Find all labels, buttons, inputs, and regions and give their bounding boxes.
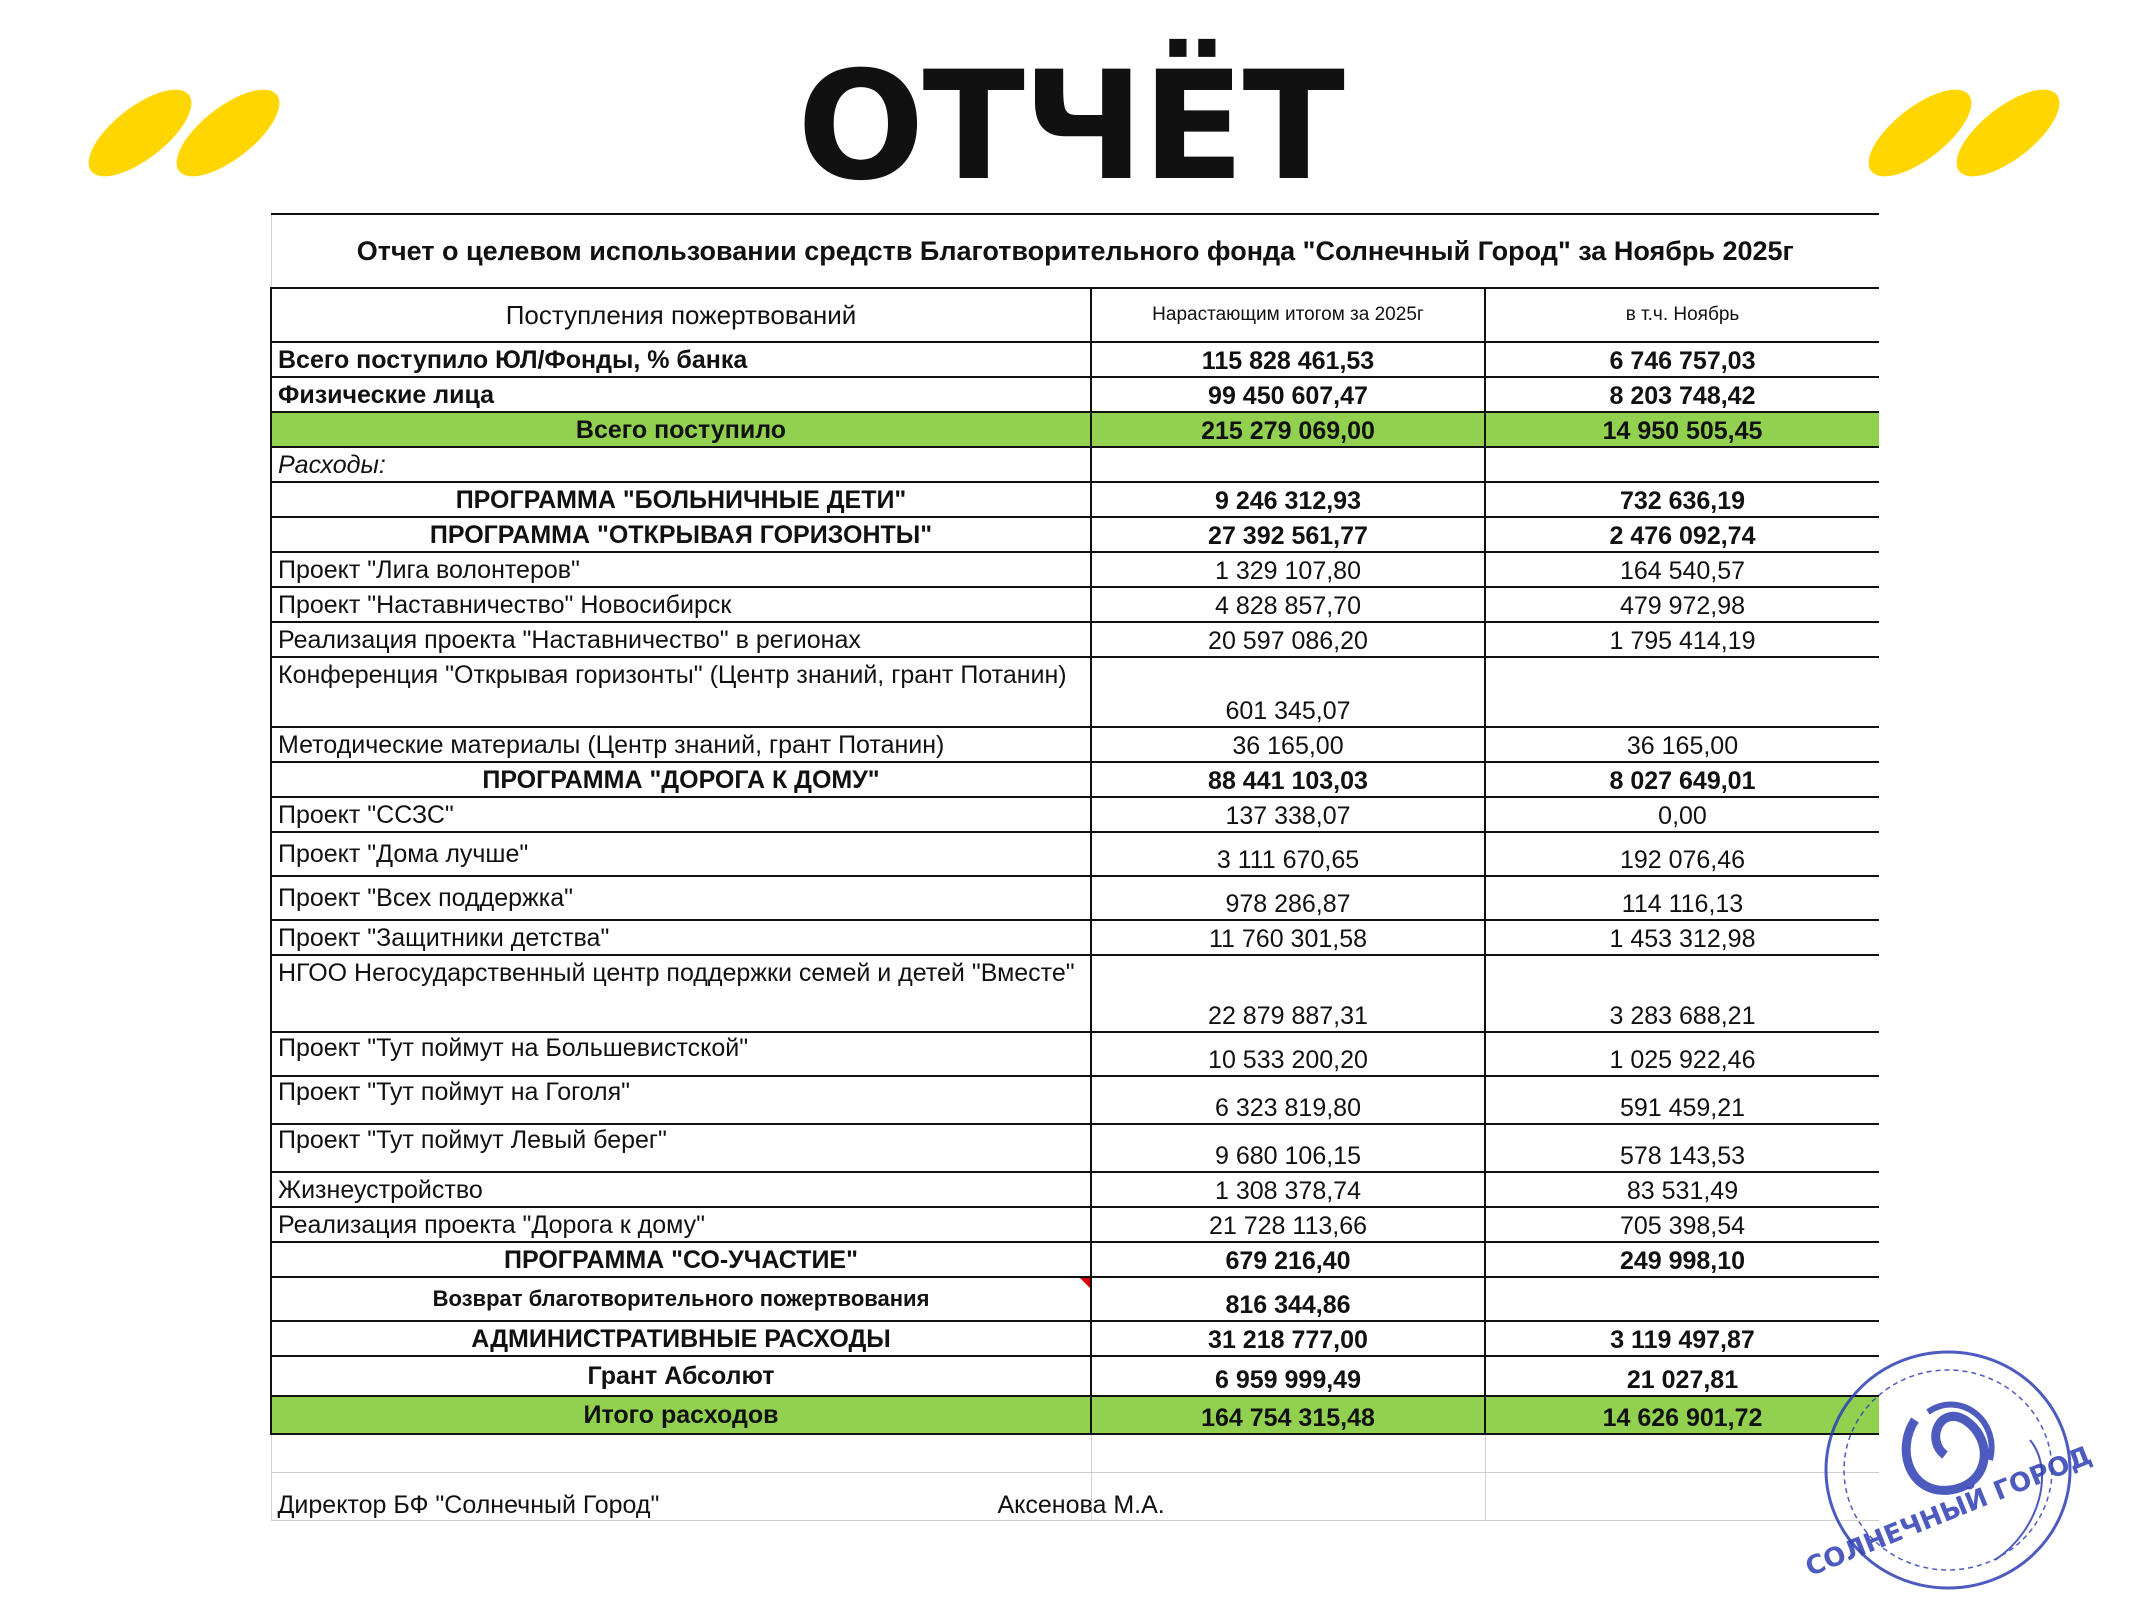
row-month: 8 027 649,01 — [1485, 762, 1879, 797]
report-table — [270, 213, 1879, 1521]
row-month: 36 165,00 — [1485, 727, 1879, 762]
donation-return-text: Возврат благотворительного пожертвования — [432, 1286, 930, 1311]
empty-cell — [271, 1434, 1091, 1472]
row-month: 8 203 748,42 — [1485, 377, 1879, 412]
row-total: 99 450 607,47 — [1091, 377, 1485, 412]
row-month: 3 283 688,21 — [1485, 955, 1879, 1032]
row-month: 2 476 092,74 — [1485, 517, 1879, 552]
row-total: 88 441 103,03 — [1091, 762, 1485, 797]
row-month — [1485, 447, 1879, 482]
row-total: 6 323 819,80 — [1091, 1076, 1485, 1124]
project-label: Жизнеустройство — [271, 1172, 1091, 1207]
project-label: Проект "Тут поймут на Гоголя" — [271, 1076, 1091, 1124]
row-label: Физические лица — [271, 377, 1091, 412]
row-total: 137 338,07 — [1091, 797, 1485, 832]
row-month: 192 076,46 — [1485, 832, 1879, 876]
row-month: 6 746 757,03 — [1485, 342, 1879, 377]
row-month: 479 972,98 — [1485, 587, 1879, 622]
row-total: 1 329 107,80 — [1091, 552, 1485, 587]
row-total: 3 111 670,65 — [1091, 832, 1485, 876]
report-sheet — [270, 213, 1878, 1521]
total-income-ytd: 215 279 069,00 — [1091, 412, 1485, 447]
program-label: ПРОГРАММА "БОЛЬНИЧНЫЕ ДЕТИ" — [271, 482, 1091, 517]
program-label: ПРОГРАММА "СО-УЧАСТИЕ" — [271, 1242, 1091, 1277]
row-month — [1485, 657, 1879, 727]
row-month: 578 143,53 — [1485, 1124, 1879, 1172]
total-income-month: 14 950 505,45 — [1485, 412, 1879, 447]
project-label: Проект "Лига волонтеров" — [271, 552, 1091, 587]
row-label: Всего поступило ЮЛ/Фонды, % банка — [271, 342, 1091, 377]
signature-line — [277, 1490, 1165, 1520]
project-label: Конференция "Открывая горизонты" (Центр знаний, грант Потанин) — [271, 657, 1091, 727]
row-total: 601 345,07 — [1091, 657, 1485, 727]
column-header-november: в т.ч. Ноябрь — [1485, 288, 1879, 342]
row-month: 3 119 497,87 — [1485, 1321, 1879, 1356]
project-label: Проект "Тут поймут Левый берег" — [271, 1124, 1091, 1172]
row-month: 591 459,21 — [1485, 1076, 1879, 1124]
project-label: Проект "ССЗС" — [271, 797, 1091, 832]
total-expenses-month: 14 626 901,72 — [1485, 1396, 1879, 1434]
row-total: 36 165,00 — [1091, 727, 1485, 762]
row-total: 9 680 106,15 — [1091, 1124, 1485, 1172]
row-total: 115 828 461,53 — [1091, 342, 1485, 377]
signature-cell — [271, 1472, 1165, 1520]
donation-return-label — [271, 1277, 1091, 1321]
row-month: 1 453 312,98 — [1485, 920, 1879, 955]
row-total: 816 344,86 — [1091, 1277, 1485, 1321]
row-month: 83 531,49 — [1485, 1172, 1879, 1207]
row-month: 732 636,19 — [1485, 482, 1879, 517]
program-label: ПРОГРАММА "ОТКРЫВАЯ ГОРИЗОНТЫ" — [271, 517, 1091, 552]
row-total: 978 286,87 — [1091, 876, 1485, 920]
row-month: 249 998,10 — [1485, 1242, 1879, 1277]
project-label: Проект "Дома лучше" — [271, 832, 1091, 876]
project-label: Реализация проекта "Дорога к дому" — [271, 1207, 1091, 1242]
row-total: 11 760 301,58 — [1091, 920, 1485, 955]
project-label: Проект "Наставничество" Новосибирск — [271, 587, 1091, 622]
cell-comment-marker — [1080, 1278, 1090, 1288]
project-label: Проект "Всех поддержка" — [271, 876, 1091, 920]
total-income-label: Всего поступило — [271, 412, 1091, 447]
empty-cell — [1091, 1434, 1485, 1472]
project-label: Методические материалы (Центр знаний, грант Потанин) — [271, 727, 1091, 762]
row-total: 21 728 113,66 — [1091, 1207, 1485, 1242]
column-header-ytd-total: Нарастающим итогом за 2025г — [1091, 288, 1485, 342]
report-heading: Отчет о целевом использовании средств Благотворительного фонда "Солнечный Город" за Ноябрь 2025г — [271, 214, 1879, 288]
row-month: 705 398,54 — [1485, 1207, 1879, 1242]
row-month: 1 025 922,46 — [1485, 1032, 1879, 1076]
admin-expenses-label: АДМИНИСТРАТИВНЫЕ РАСХОДЫ — [271, 1321, 1091, 1356]
row-month: 164 540,57 — [1485, 552, 1879, 587]
grant-label: Грант Абсолют — [271, 1356, 1091, 1396]
row-total: 4 828 857,70 — [1091, 587, 1485, 622]
row-month: 0,00 — [1485, 797, 1879, 832]
row-month: 1 795 414,19 — [1485, 622, 1879, 657]
expenses-section-label: Расходы: — [271, 447, 1091, 482]
page-title: ОТЧЁТ — [797, 40, 1343, 214]
project-label: Проект "Защитники детства" — [271, 920, 1091, 955]
director-position: Директор БФ "Солнечный Город" — [277, 1490, 660, 1519]
row-total: 679 216,40 — [1091, 1242, 1485, 1277]
total-expenses-ytd: 164 754 315,48 — [1091, 1396, 1485, 1434]
program-label: ПРОГРАММА "ДОРОГА К ДОМУ" — [271, 762, 1091, 797]
project-label: НГОО Негосударственный центр поддержки семей и детей "Вместе" — [271, 955, 1091, 1032]
row-total: 1 308 378,74 — [1091, 1172, 1485, 1207]
project-label: Реализация проекта "Наставничество" в регионах — [271, 622, 1091, 657]
director-name: Аксенова М.А. — [997, 1490, 1165, 1519]
row-month — [1485, 1277, 1879, 1321]
row-total: 31 218 777,00 — [1091, 1321, 1485, 1356]
row-total: 20 597 086,20 — [1091, 622, 1485, 657]
project-label: Проект "Тут поймут на Большевистской" — [271, 1032, 1091, 1076]
row-month: 21 027,81 — [1485, 1356, 1879, 1396]
column-header-donations: Поступления пожертвований — [271, 288, 1091, 342]
row-month: 114 116,13 — [1485, 876, 1879, 920]
row-total: 10 533 200,20 — [1091, 1032, 1485, 1076]
row-total — [1091, 447, 1485, 482]
total-expenses-label: Итого расходов — [271, 1396, 1091, 1434]
row-total: 22 879 887,31 — [1091, 955, 1485, 1032]
stamp-text: СОЛНЕЧНЫЙ ГОРОД — [1801, 1440, 2097, 1584]
row-total: 9 246 312,93 — [1091, 482, 1485, 517]
row-total: 27 392 561,77 — [1091, 517, 1485, 552]
organization-stamp — [1800, 1320, 2100, 1610]
row-total: 6 959 999,49 — [1091, 1356, 1485, 1396]
